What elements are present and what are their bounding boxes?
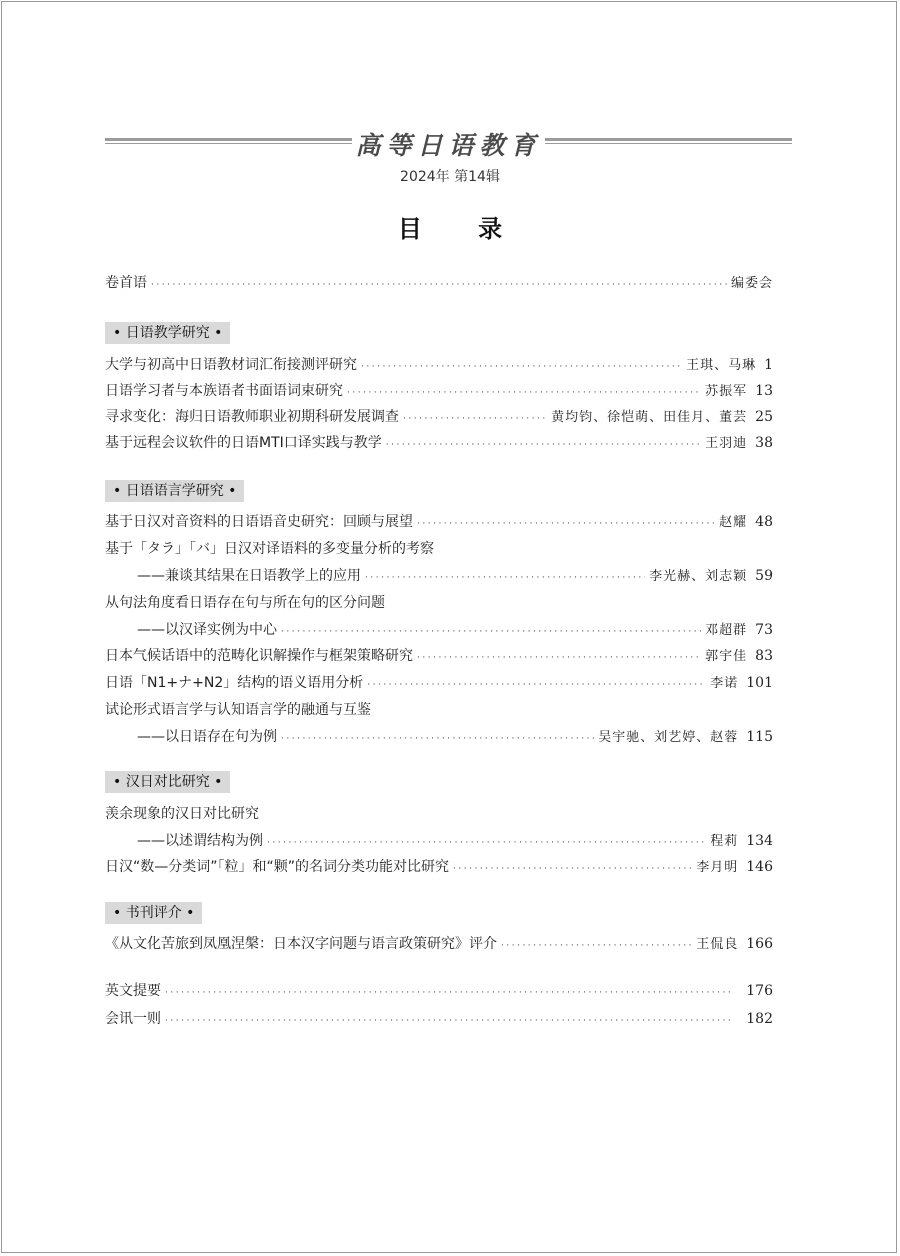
toc-entry[interactable] — [105, 672, 773, 696]
entry-author: 编委会 — [730, 276, 773, 291]
toc-entry-main-title[interactable] — [105, 803, 773, 827]
entry-subtitle: ——兼谈其结果在日语教学上的应用 — [137, 568, 361, 584]
leader-dots — [367, 680, 706, 690]
entry-title: 日语学习者与本族语者书面语词束研究 — [105, 383, 343, 399]
journal-header — [105, 128, 792, 158]
toc-entry[interactable] — [105, 380, 773, 404]
entry-title: 《从文化苦旅到凤凰涅槃：日本汉字问题与语言政策研究》评介 — [105, 936, 497, 952]
entry-title: 基于「タラ」「バ」日汉对译语料的多变量分析的考察 — [105, 541, 434, 557]
toc-entry[interactable] — [105, 933, 773, 957]
entry-page: 176 — [746, 983, 773, 999]
entry-title: 英文提要 — [105, 983, 161, 999]
leader-dots — [165, 988, 734, 998]
toc-title: 目 录 — [397, 215, 527, 243]
toc-entry-back-matter[interactable] — [105, 1008, 773, 1032]
toc-entry-main-title[interactable] — [105, 699, 773, 723]
entry-title: 从句法角度看日语存在句与所在句的区分问题 — [105, 595, 385, 611]
leader-dots — [267, 838, 706, 848]
leader-dots — [501, 941, 692, 951]
entry-page: 134 — [746, 833, 773, 849]
entry-page: 48 — [755, 514, 773, 530]
entry-page: 101 — [746, 675, 773, 691]
leader-dots — [417, 653, 701, 663]
toc-entry[interactable] — [105, 856, 773, 880]
entry-page: 25 — [755, 409, 773, 425]
entry-subtitle: ——以述谓结构为例 — [137, 833, 263, 849]
leader-dots — [386, 440, 701, 450]
entry-page: 38 — [755, 435, 773, 451]
toc-entry-subtitle[interactable] — [105, 830, 773, 854]
entry-title: 会讯一则 — [105, 1011, 161, 1027]
entry-page: 146 — [746, 859, 773, 875]
entry-author: 苏振军 — [705, 384, 748, 399]
entry-page: 166 — [746, 936, 773, 952]
entry-page: 83 — [755, 648, 773, 664]
leader-dots — [453, 864, 692, 874]
toc-entry[interactable] — [105, 406, 773, 430]
entry-title: 基于日汉对音资料的日语语音史研究：回顾与展望 — [105, 514, 413, 530]
entry-author: 李光赫、刘志颖 — [649, 569, 748, 584]
entry-author: 黄均钧、徐恺萌、田佳月、董芸 — [551, 410, 748, 425]
leader-dots — [365, 573, 645, 583]
entry-title: 大学与初高中日语教材词汇衔接测评研究 — [105, 357, 357, 373]
section-heading: • 汉日对比研究 • — [105, 771, 230, 793]
entry-page: 59 — [755, 568, 773, 584]
entry-title: 日汉“数—分类词”「粒」和“颗”的名词分类功能对比研究 — [105, 859, 450, 875]
leader-dots — [281, 627, 701, 637]
leader-dots — [403, 414, 547, 424]
toc-entry-main-title[interactable] — [105, 538, 773, 562]
section-heading: • 日语语言学研究 • — [105, 480, 244, 502]
entry-title: 寻求变化：海归日语教师职业初期科研发展调查 — [105, 409, 399, 425]
entry-page: 1 — [764, 357, 773, 373]
toc-entry-preface[interactable] — [105, 272, 773, 296]
entry-author: 郭宇佳 — [705, 649, 748, 664]
header-rule-right — [545, 138, 792, 144]
entry-title: 日语「N1+ナ+N2」结构的语义语用分析 — [105, 675, 364, 691]
entry-author: 吴宇驰、刘艺婷、赵蓉 — [598, 730, 739, 745]
toc-entry[interactable] — [105, 645, 773, 669]
toc-entry[interactable] — [105, 511, 773, 535]
entry-page: 13 — [755, 383, 773, 399]
entry-author: 王羽迪 — [705, 436, 748, 451]
entry-title: 日本气候话语中的范畴化识解操作与框架策略研究 — [105, 648, 413, 664]
toc-entry-subtitle[interactable] — [105, 726, 773, 750]
toc-entry-subtitle[interactable] — [105, 619, 773, 643]
entry-title: 基于远程会议软件的日语MTI口译实践与教学 — [105, 435, 382, 451]
leader-dots — [417, 519, 715, 529]
entry-subtitle: ——以日语存在句为例 — [137, 729, 277, 745]
toc-entry-subtitle[interactable] — [105, 565, 773, 589]
entry-author: 邓超群 — [705, 623, 748, 638]
toc-entry-main-title[interactable] — [105, 592, 773, 616]
entry-title: 卷首语 — [105, 275, 147, 291]
leader-dots — [151, 280, 727, 290]
toc-entry[interactable] — [105, 432, 773, 456]
entry-author: 程莉 — [710, 834, 739, 849]
entry-page: 115 — [746, 729, 773, 745]
toc-entry[interactable] — [105, 354, 773, 378]
leader-dots — [361, 362, 682, 372]
leader-dots — [165, 1016, 734, 1026]
section-heading: • 书刊评介 • — [105, 902, 202, 924]
journal-title: 高等日语教育 — [355, 131, 542, 160]
toc-entry-back-matter[interactable] — [105, 980, 773, 1004]
entry-title: 羡余现象的汉日对比研究 — [105, 806, 259, 822]
entry-author: 王琪、马琳 — [686, 358, 757, 373]
entry-subtitle: ——以汉译实例为中心 — [137, 622, 277, 638]
entry-author: 李月明 — [696, 860, 739, 875]
entry-author: 李诺 — [710, 676, 739, 691]
entry-page: 73 — [755, 622, 773, 638]
entry-title: 试论形式语言学与认知语言学的融通与互鉴 — [105, 702, 371, 718]
leader-dots — [347, 388, 701, 398]
entry-author: 王侃良 — [696, 937, 739, 952]
entry-page: 182 — [746, 1011, 773, 1027]
issue-label: 2024年 第14辑 — [400, 169, 500, 185]
leader-dots — [281, 734, 594, 744]
entry-author: 赵耀 — [719, 515, 748, 530]
section-heading: • 日语教学研究 • — [105, 322, 230, 344]
